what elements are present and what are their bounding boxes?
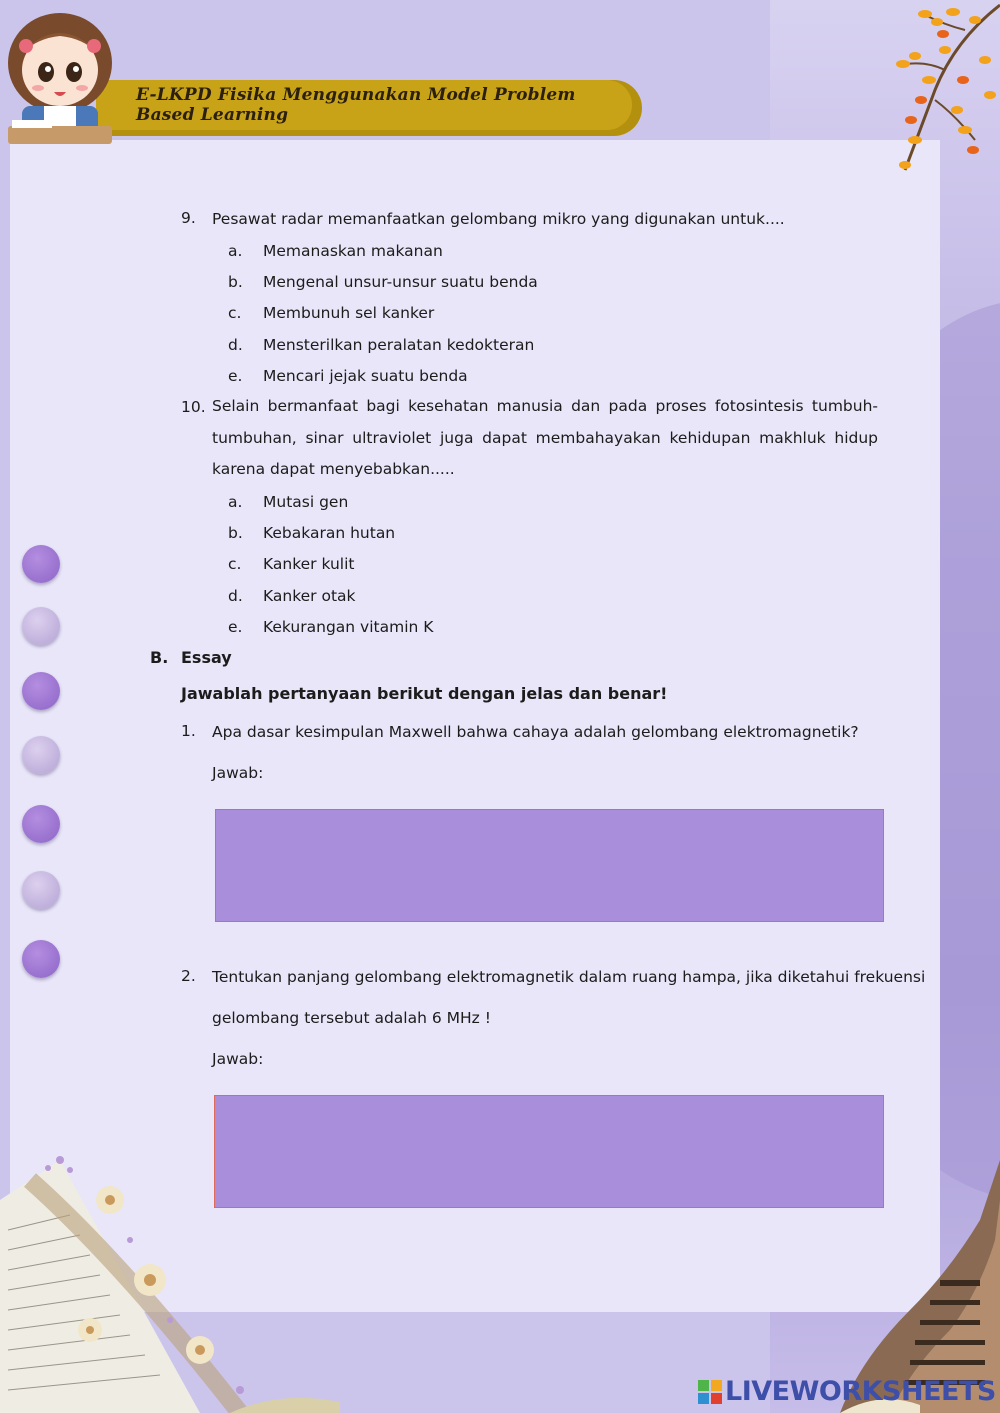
option-letter: b. xyxy=(228,524,243,542)
answer-label: Jawab: xyxy=(212,1050,264,1068)
option-letter: d. xyxy=(228,336,243,354)
liveworksheets-logo-icon xyxy=(698,1380,722,1404)
question-text: Pesawat radar memanfaatkan gelombang mikro yang digunakan untuk.... xyxy=(212,210,785,228)
section-title: Essay xyxy=(181,648,232,667)
answer-label: Jawab: xyxy=(212,764,264,782)
option-letter: b. xyxy=(228,273,243,291)
essay-instruction: Jawablah pertanyaan berikut dengan jelas dan benar! xyxy=(181,684,668,703)
option-letter: d. xyxy=(228,587,243,605)
option-text: Mengenal unsur-unsur suatu benda xyxy=(263,273,538,291)
liveworksheets-watermark xyxy=(698,1376,996,1407)
question-text: Selain bermanfaat bagi kesehatan manusia dan pada proses fotosintesis tumbuh-tumbuhan, sinar ultraviolet juga dapat membahayakan kehidupan makhluk hidup karena dapat menyebabkan..... xyxy=(212,397,878,478)
option-letter: a. xyxy=(228,242,243,260)
question-number: 9. xyxy=(181,209,196,227)
essay-question-text-continued: gelombang tersebut adalah 6 MHz ! xyxy=(212,1009,491,1027)
autumn-branch-decoration xyxy=(845,0,1000,190)
option-text: Mencari jejak suatu benda xyxy=(263,367,468,385)
dot-decoration xyxy=(22,736,60,774)
option-text: Kekurangan vitamin K xyxy=(263,618,434,636)
option-letter: c. xyxy=(228,555,242,573)
option-text: Kanker kulit xyxy=(263,555,355,573)
dot-decoration xyxy=(22,545,60,583)
essay-number: 2. xyxy=(181,967,196,985)
dot-decoration xyxy=(22,607,60,645)
essay-number: 1. xyxy=(181,722,196,740)
essay-question-text: Tentukan panjang gelombang elektromagnetik dalam ruang hampa, jika diketahui frekuensi xyxy=(212,968,926,986)
answer-input-2[interactable] xyxy=(214,1095,884,1208)
header-banner xyxy=(96,80,632,130)
dot-decoration xyxy=(22,940,60,978)
section-letter: B. xyxy=(150,648,169,667)
page-title: E-LKPD Fisika Menggunakan Model Problem Based Learning xyxy=(136,85,576,125)
option-letter: c. xyxy=(228,304,242,322)
answer-input-1[interactable] xyxy=(215,809,884,922)
dot-decoration xyxy=(22,805,60,843)
watermark-text: LIVEWORKSHEETS xyxy=(725,1376,996,1407)
option-letter: e. xyxy=(228,618,243,636)
option-letter: a. xyxy=(228,493,243,511)
question-number: 10. xyxy=(181,398,206,416)
option-text: Mensterilkan peralatan kedokteran xyxy=(263,336,535,354)
option-text: Kanker otak xyxy=(263,587,356,605)
option-letter: e. xyxy=(228,367,243,385)
option-text: Memanaskan makanan xyxy=(263,242,443,260)
dot-decoration xyxy=(22,672,60,710)
dot-decoration xyxy=(22,871,60,909)
option-text: Membunuh sel kanker xyxy=(263,304,435,322)
essay-question-text: Apa dasar kesimpulan Maxwell bahwa cahaya adalah gelombang elektromagnetik? xyxy=(212,723,859,741)
student-avatar-illustration xyxy=(2,8,122,148)
option-text: Kebakaran hutan xyxy=(263,524,396,542)
option-text: Mutasi gen xyxy=(263,493,349,511)
